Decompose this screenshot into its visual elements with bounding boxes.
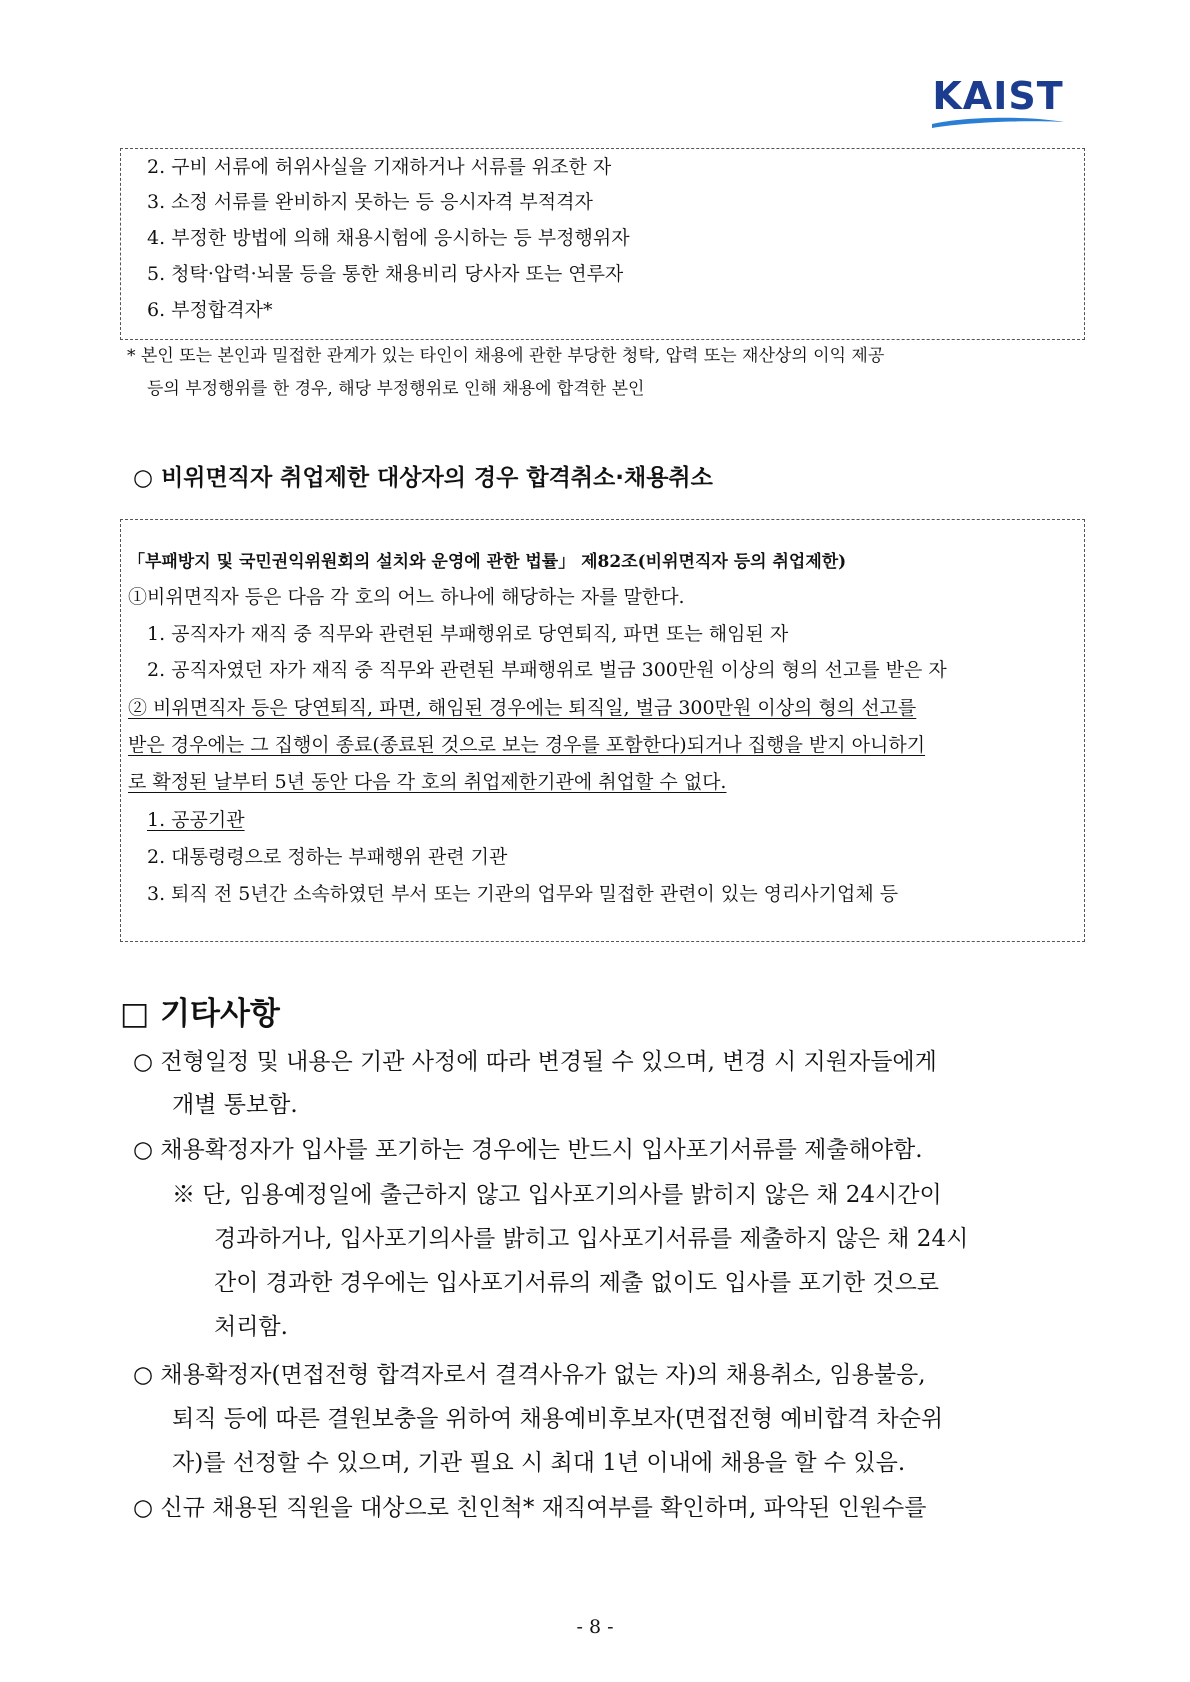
bullet-line: ○ 전형일정 및 내용은 기관 사정에 따라 변경될 수 있으며, 변경 시 지원자들에게 <box>133 1049 937 1075</box>
law-box <box>120 519 1085 942</box>
list-item: 3. 소정 서류를 완비하지 못하는 등 응시자격 부적격자 <box>147 191 593 213</box>
bullet-line: 자)를 선정할 수 있으며, 기관 필요 시 최대 1년 이내에 채용을 할 수 있음. <box>172 1450 906 1476</box>
logo-text: KAIST <box>932 74 1064 118</box>
bullet-line: ○ 채용확정자가 입사를 포기하는 경우에는 반드시 입사포기서류를 제출해야함. <box>133 1137 923 1163</box>
section-title: □ 기타사항 <box>120 996 280 1032</box>
list-item: 5. 청탁·압력·뇌물 등을 통한 채용비리 당사자 또는 연루자 <box>147 263 624 285</box>
bullet-line: ○ 채용확정자(면접전형 합격자로서 결격사유가 없는 자)의 채용취소, 임용불응, <box>133 1362 926 1388</box>
list-item: 2. 구비 서류에 허위사실을 기재하거나 서류를 위조한 자 <box>147 156 612 178</box>
law-paragraph-underlined: 로 확정된 날부터 5년 동안 다음 각 호의 취업제한기관에 취업할 수 없다. <box>128 771 727 793</box>
kaist-logo <box>928 74 1068 134</box>
list-item: 1. 공공기관 <box>147 809 245 831</box>
bullet-line: 퇴직 등에 따른 결원보충을 위하여 채용예비후보자(면접전형 예비합격 차순위 <box>172 1406 944 1432</box>
law-paragraph: ①비위면직자 등은 다음 각 호의 어느 하나에 해당하는 자를 말한다. <box>128 586 685 608</box>
footnote-continued: 등의 부정행위를 한 경우, 해당 부정행위로 인해 채용에 합격한 본인 <box>147 379 645 399</box>
logo-swoosh-icon <box>928 114 1068 130</box>
list-item: 2. 대통령령으로 정하는 부패행위 관련 기관 <box>147 846 508 868</box>
list-item: 4. 부정한 방법에 의해 채용시험에 응시하는 등 부정행위자 <box>147 227 630 249</box>
section-heading: ○ 비위면직자 취업제한 대상자의 경우 합격취소·채용취소 <box>133 465 713 491</box>
footnote: * 본인 또는 본인과 밀접한 관계가 있는 타인이 채용에 관한 부당한 청탁, 압력 또는 재산상의 이익 제공 <box>127 346 885 366</box>
note-line: 경과하거나, 입사포기의사를 밝히고 입사포기서류를 제출하지 않은 채 24시 <box>214 1226 969 1252</box>
list-item: 1. 공직자가 재직 중 직무와 관련된 부패행위로 당연퇴직, 파면 또는 해임된 자 <box>147 623 789 645</box>
note-line: ※ 단, 임용예정일에 출근하지 않고 입사포기의사를 밝히지 않은 채 24시간이 <box>172 1182 942 1208</box>
list-item: 6. 부정합격자* <box>147 299 273 321</box>
law-paragraph-underlined: ② 비위면직자 등은 당연퇴직, 파면, 해임된 경우에는 퇴직일, 벌금 300만원 이상의 형의 선고를 <box>128 697 917 719</box>
law-paragraph-underlined: 받은 경우에는 그 집행이 종료(종료된 것으로 보는 경우를 포함한다)되거나 집행을 받지 아니하기 <box>128 734 926 756</box>
bullet-line: ○ 신규 채용된 직원을 대상으로 친인척* 재직여부를 확인하며, 파악된 인원수를 <box>133 1495 927 1521</box>
note-line: 간이 경과한 경우에는 입사포기서류의 제출 없이도 입사를 포기한 것으로 <box>214 1270 940 1296</box>
list-item: 3. 퇴직 전 5년간 소속하였던 부서 또는 기관의 업무와 밀접한 관련이 있는 영리사기업체 등 <box>147 883 899 905</box>
law-title: 「부패방지 및 국민권익위원회의 설치와 운영에 관한 법률」 제82조(비위면직자 등의 취업제한) <box>128 552 847 572</box>
page-number: - 8 - <box>576 1616 614 1638</box>
list-item: 2. 공직자였던 자가 재직 중 직무와 관련된 부패행위로 벌금 300만원 이상의 형의 선고를 받은 자 <box>147 659 947 681</box>
note-line: 처리함. <box>214 1314 288 1340</box>
bullet-line: 개별 통보함. <box>172 1092 298 1118</box>
